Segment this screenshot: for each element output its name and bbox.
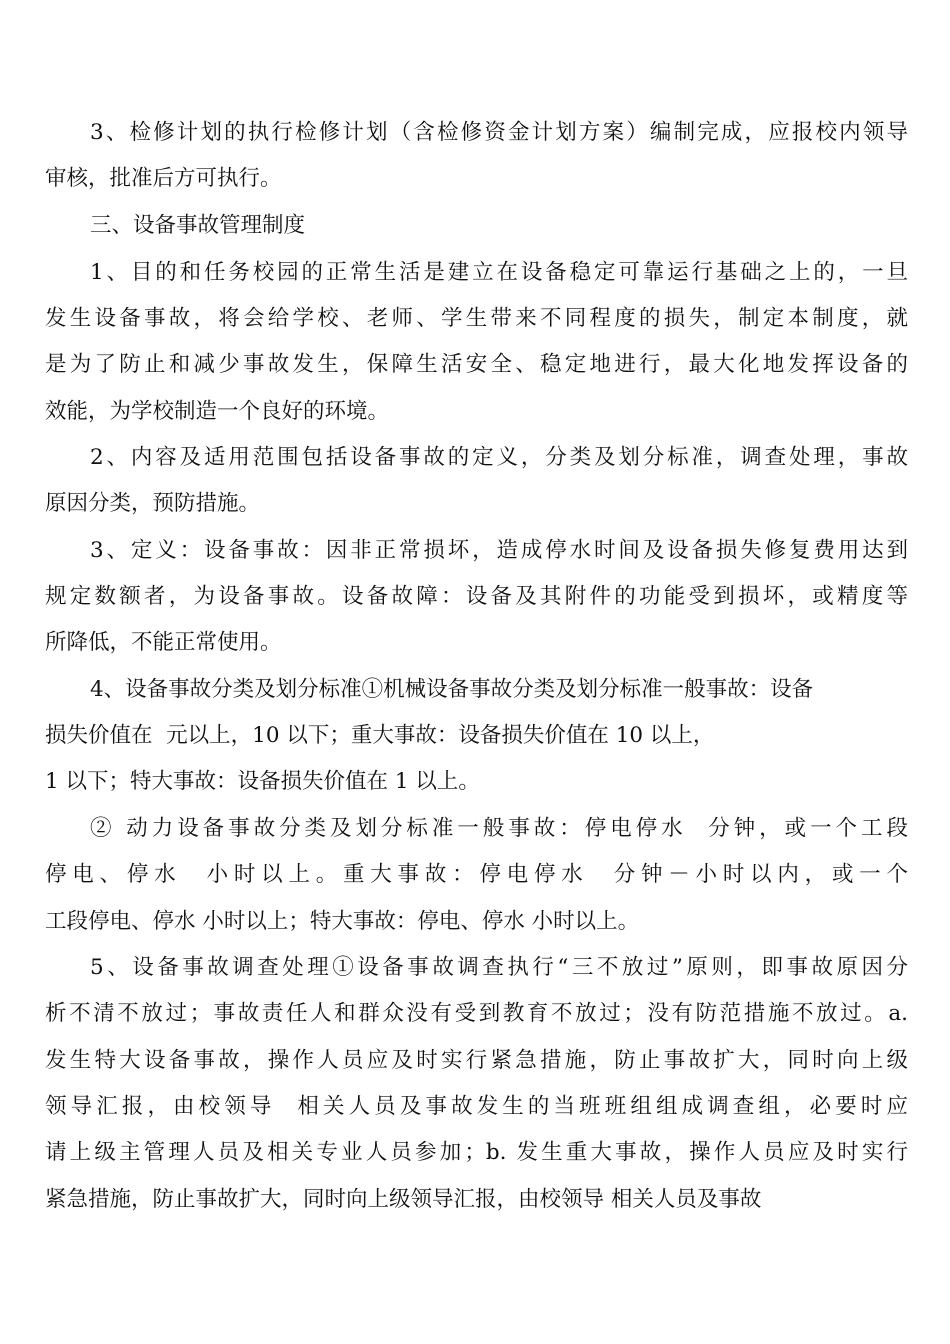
text-line: 紧急措施，防止事故扩大，同时向上级领导汇报，由校领导 相关人员及事故: [45, 1187, 762, 1212]
text-line: 是为了防止和减少事故发生，保障生活安全、稳定地进行，最大化地发挥设备的: [45, 352, 908, 377]
text-line: 领导汇报，由校领导 相关人员及事故发生的当班班组组成调查组，必要时应: [45, 1094, 908, 1119]
text-line: 4、设备事故分类及划分标准①机械设备事故分类及划分标准一般事故：设备: [90, 677, 814, 702]
text-line: 工段停电、停水 小时以上；特大事故：停电、停水 小时以上。: [45, 909, 640, 934]
text-line: 5、设备事故调查处理①设备事故调查执行“三不放过”原则，即事故原因分: [90, 955, 908, 980]
text-line: 发生特大设备事故，操作人员应及时实行紧急措施，防止事故扩大，同时向上级: [45, 1048, 908, 1073]
section-heading: 三、设备事故管理制度: [90, 213, 306, 238]
text-line: 规定数额者，为设备事故。设备故障：设备及其附件的功能受到损坏，或精度等: [45, 584, 908, 609]
text-line: 析不清不放过；事故责任人和群众没有受到教育不放过；没有防范措施不放过。a.: [45, 1001, 908, 1026]
text-line: 2、内容及适用范围包括设备事故的定义，分类及划分标准，调查处理，事故: [90, 445, 908, 470]
text-line: 审核，批准后方可执行。: [45, 166, 282, 191]
text-line: 损失价值在 元以上，10 以下；重大事故：设备损失价值在 10 以上，: [45, 723, 715, 748]
text-line: 所降低，不能正常使用。: [45, 630, 282, 655]
text-line: 发生设备事故，将会给学校、老师、学生带来不同程度的损失，制定本制度，就: [45, 306, 908, 331]
text-line: 1 以下；特大事故：设备损失价值在 1 以上。: [45, 769, 480, 794]
text-line: ② 动力设备事故分类及划分标准一般事故：停电停水 分钟，或一个工段: [90, 816, 908, 841]
text-line: 请上级主管理人员及相关专业人员参加；b. 发生重大事故，操作人员应及时实行: [45, 1140, 908, 1165]
text-line: 1、目的和任务校园的正常生活是建立在设备稳定可靠运行基础之上的，一旦: [90, 260, 908, 285]
text-line: 停电、停水 小时以上。重大事故：停电停水 分钟－小时以内，或一个: [45, 862, 908, 887]
text-line: 3、检修计划的执行检修计划（含检修资金计划方案）编制完成，应报校内领导: [90, 120, 908, 145]
text-line: 效能，为学校制造一个良好的环境。: [45, 399, 390, 424]
text-line: 原因分类，预防措施。: [45, 491, 261, 516]
text-line: 3、定义：设备事故：因非正常损坏，造成停水时间及设备损失修复费用达到: [90, 538, 908, 563]
